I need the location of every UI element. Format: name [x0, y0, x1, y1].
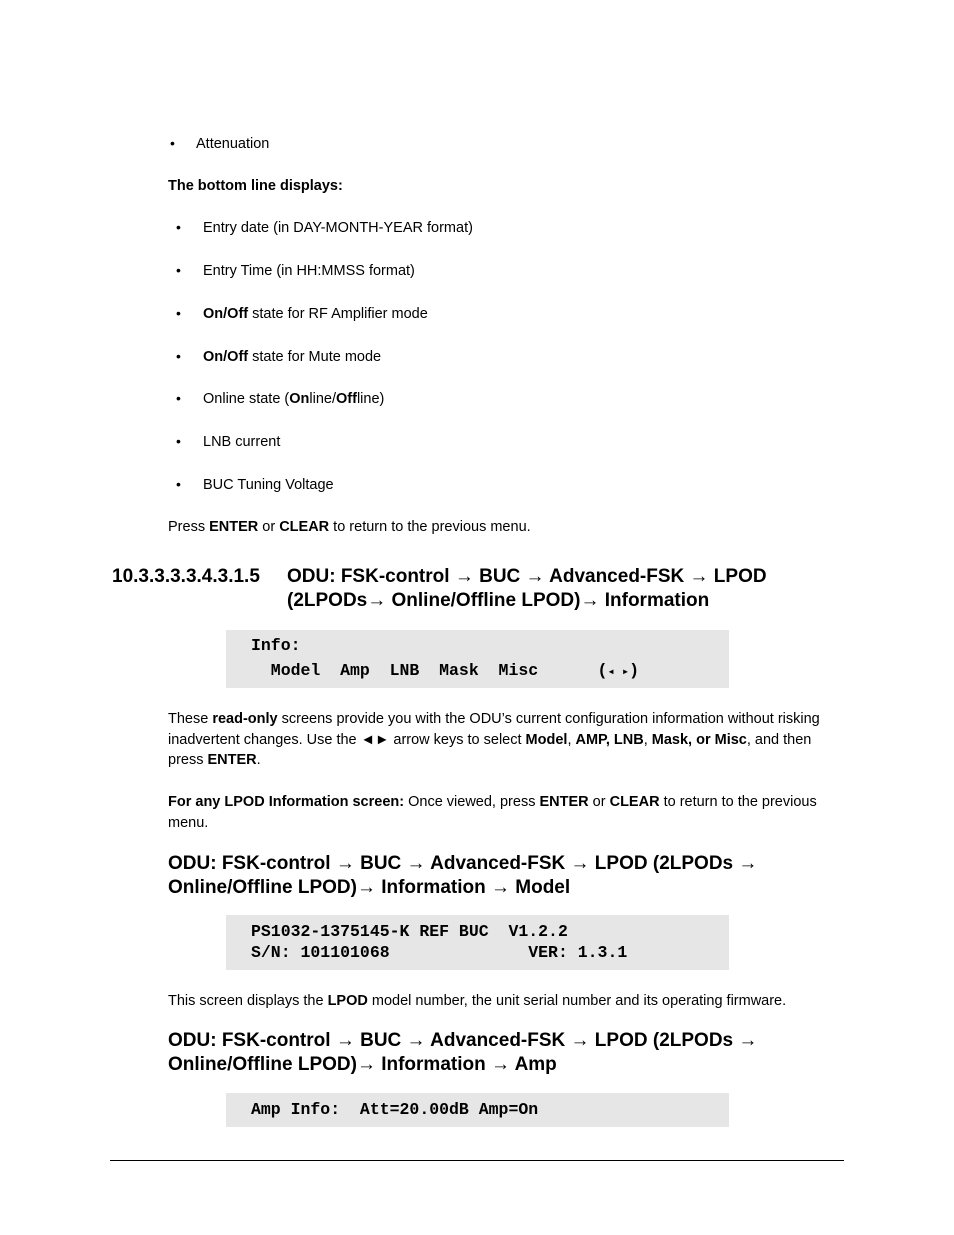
bullet-icon: • [176, 476, 181, 492]
model-screen-display [226, 915, 729, 970]
info-screen-display [226, 630, 729, 688]
info-screen-line2: Model Amp LNB Mask Misc (◂ ▸) [251, 661, 640, 680]
amp-screen-line1: Amp Info: Att=20.00dB Amp=On [251, 1100, 539, 1119]
bottom-line-heading: The bottom line displays: [168, 178, 343, 194]
model-heading-line1: ODU: FSK-control → BUC → Advanced-FSK → LPOD (2LPODs → [168, 853, 758, 874]
amp-heading-line1: ODU: FSK-control → BUC → Advanced-FSK → LPOD (2LPODs → [168, 1030, 758, 1051]
section-heading-line2: (2LPODs→ Online/Offline LPOD)→ Information [287, 590, 710, 611]
item-entry-time: Entry Time (in HH:MMSS format) [203, 263, 415, 279]
bullet-icon: • [176, 348, 181, 364]
left-right-arrows-icon: ◂ ▸ [607, 665, 630, 679]
model-screen-line1: PS1032-1375145-K REF BUC V1.2.2 [251, 922, 568, 941]
read-only-paragraph: These read-only screens provide you with the ODU’s current configuration information without risking inadvertent changes. Use the ◄► arrow keys to select Model, AMP, LNB, Mask, or Misc, and then press ENTER. [168, 711, 820, 768]
info-screen-line1: Info: [251, 636, 301, 655]
item-entry-date: Entry date (in DAY-MONTH-YEAR format) [203, 220, 473, 236]
item-mute-state: On/Off state for Mute mode [203, 349, 382, 365]
bullet-icon: • [170, 135, 175, 151]
model-screen-line2: S/N: 101101068 VER: 1.3.1 [251, 943, 628, 962]
item-buc-tuning-voltage: BUC Tuning Voltage [203, 477, 334, 493]
footer-rule [110, 1160, 844, 1161]
item-rf-amp-state: On/Off state for RF Amplifier mode [203, 306, 428, 322]
model-heading-line2: Online/Offline LPOD)→ Information → Model [168, 877, 571, 898]
bullet-icon: • [176, 433, 181, 449]
amp-heading-line2: Online/Offline LPOD)→ Information → Amp [168, 1054, 557, 1075]
model-screen-description: This screen displays the LPOD model number, the unit serial number and its operating firmware. [168, 993, 787, 1009]
bullet-icon: • [176, 305, 181, 321]
item-lnb-current: LNB current [203, 434, 281, 450]
item-online-state: Online state (Online/Offline) [203, 391, 385, 407]
lpod-info-note: For any LPOD Information screen: Once viewed, press ENTER or CLEAR to return to the previous menu. [168, 794, 817, 831]
bullet-icon: • [176, 262, 181, 278]
press-enter-clear-line: Press ENTER or CLEAR to return to the previous menu. [168, 519, 531, 535]
section-number: 10.3.3.3.3.4.3.1.5 [112, 566, 260, 587]
amp-screen-display [226, 1093, 729, 1127]
bullet-icon: • [176, 390, 181, 406]
section-heading-line1: ODU: FSK-control → BUC → Advanced-FSK → LPOD [287, 566, 767, 587]
bullet-attenuation: Attenuation [196, 136, 270, 152]
bullet-icon: • [176, 219, 181, 235]
